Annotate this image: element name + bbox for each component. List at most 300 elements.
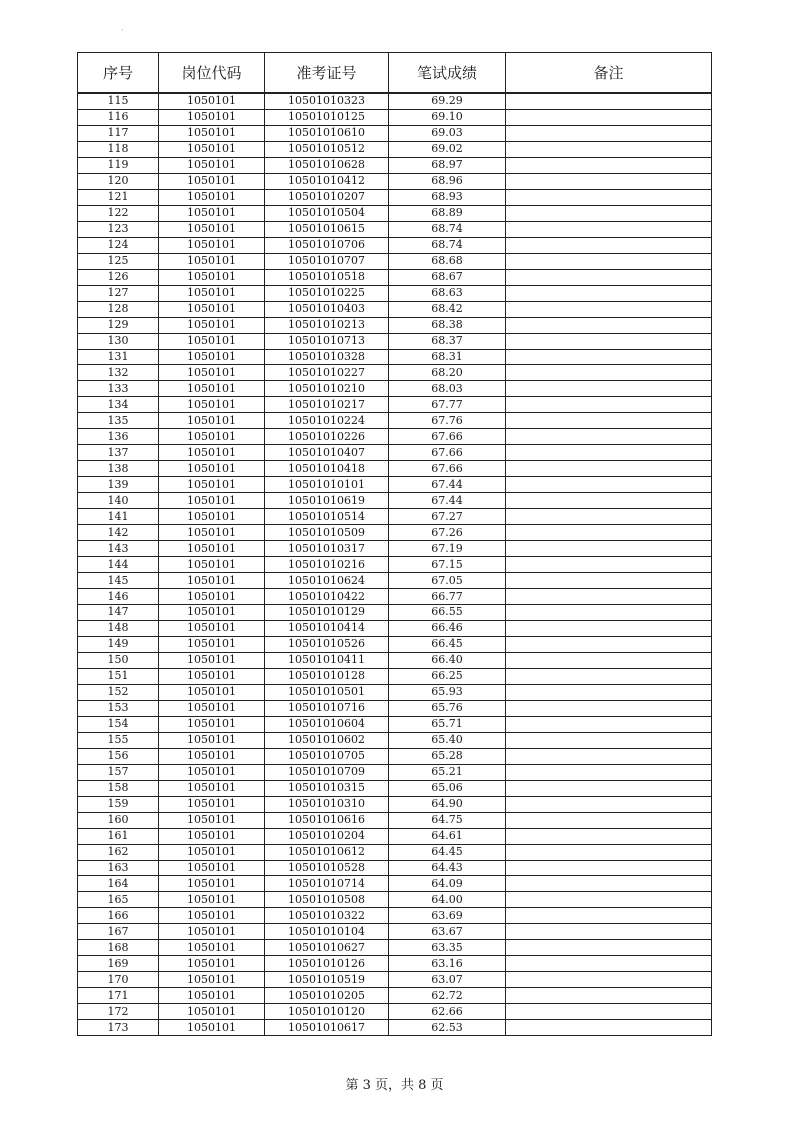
- table-row: [78, 940, 712, 956]
- cell-post-code: 1050101: [159, 253, 265, 269]
- cell-written-score: 67.66: [389, 445, 506, 461]
- cell-seq: 122: [78, 205, 159, 221]
- cell-written-score: 68.74: [389, 237, 506, 253]
- cell-remarks: [506, 796, 712, 812]
- cell-post-code: 1050101: [159, 684, 265, 700]
- cell-post-code: 1050101: [159, 828, 265, 844]
- cell-seq: 156: [78, 748, 159, 764]
- cell-post-code: 1050101: [159, 317, 265, 333]
- cell-post-code: 1050101: [159, 812, 265, 828]
- cell-ticket-number: 10501010418: [265, 461, 389, 477]
- table-row: [78, 748, 712, 764]
- cell-written-score: 64.00: [389, 892, 506, 908]
- cell-ticket-number: 10501010707: [265, 253, 389, 269]
- cell-post-code: 1050101: [159, 716, 265, 732]
- cell-ticket-number: 10501010224: [265, 413, 389, 429]
- cell-written-score: 67.15: [389, 557, 506, 573]
- cell-ticket-number: 10501010706: [265, 237, 389, 253]
- cell-post-code: 1050101: [159, 700, 265, 716]
- cell-post-code: 1050101: [159, 988, 265, 1004]
- table-row: [78, 876, 712, 892]
- cell-seq: 115: [78, 93, 159, 109]
- cell-ticket-number: 10501010317: [265, 541, 389, 557]
- table-row: [78, 301, 712, 317]
- table-row: [78, 796, 712, 812]
- cell-written-score: 64.61: [389, 828, 506, 844]
- cell-written-score: 67.27: [389, 509, 506, 525]
- cell-seq: 129: [78, 317, 159, 333]
- cell-post-code: 1050101: [159, 221, 265, 237]
- cell-written-score: 68.38: [389, 317, 506, 333]
- cell-post-code: 1050101: [159, 157, 265, 173]
- table-row: [78, 812, 712, 828]
- cell-seq: 130: [78, 333, 159, 349]
- cell-seq: 141: [78, 509, 159, 525]
- cell-written-score: 64.90: [389, 796, 506, 812]
- table-row: [78, 780, 712, 796]
- cell-seq: 154: [78, 716, 159, 732]
- cell-seq: 133: [78, 381, 159, 397]
- cell-written-score: 67.05: [389, 573, 506, 589]
- cell-seq: 142: [78, 525, 159, 541]
- cell-written-score: 68.67: [389, 269, 506, 285]
- cell-remarks: [506, 221, 712, 237]
- table-row: [78, 237, 712, 253]
- cell-ticket-number: 10501010616: [265, 812, 389, 828]
- cell-remarks: [506, 860, 712, 876]
- cell-ticket-number: 10501010508: [265, 892, 389, 908]
- table-row: [78, 413, 712, 429]
- cell-post-code: 1050101: [159, 972, 265, 988]
- cell-seq: 143: [78, 541, 159, 557]
- cell-written-score: 68.89: [389, 205, 506, 221]
- cell-remarks: [506, 365, 712, 381]
- cell-post-code: 1050101: [159, 908, 265, 924]
- cell-ticket-number: 10501010315: [265, 780, 389, 796]
- table-row: [78, 557, 712, 573]
- cell-remarks: [506, 509, 712, 525]
- cell-post-code: 1050101: [159, 333, 265, 349]
- cell-ticket-number: 10501010602: [265, 732, 389, 748]
- cell-remarks: [506, 573, 712, 589]
- cell-seq: 153: [78, 700, 159, 716]
- cell-written-score: 63.35: [389, 940, 506, 956]
- table-row: [78, 189, 712, 205]
- header-post-code: 岗位代码: [159, 53, 265, 94]
- table-row: [78, 892, 712, 908]
- cell-seq: 119: [78, 157, 159, 173]
- cell-remarks: [506, 205, 712, 221]
- table-row: [78, 509, 712, 525]
- cell-remarks: [506, 652, 712, 668]
- cell-seq: 144: [78, 557, 159, 573]
- cell-remarks: [506, 397, 712, 413]
- cell-seq: 159: [78, 796, 159, 812]
- cell-ticket-number: 10501010716: [265, 700, 389, 716]
- cell-remarks: [506, 972, 712, 988]
- cell-seq: 117: [78, 125, 159, 141]
- cell-post-code: 1050101: [159, 349, 265, 365]
- cell-ticket-number: 10501010210: [265, 381, 389, 397]
- table-row: [78, 365, 712, 381]
- cell-post-code: 1050101: [159, 445, 265, 461]
- table-row: [78, 541, 712, 557]
- cell-remarks: [506, 684, 712, 700]
- cell-remarks: [506, 125, 712, 141]
- cell-post-code: 1050101: [159, 429, 265, 445]
- cell-ticket-number: 10501010225: [265, 285, 389, 301]
- cell-seq: 138: [78, 461, 159, 477]
- cell-seq: 170: [78, 972, 159, 988]
- cell-remarks: [506, 429, 712, 445]
- table-row: [78, 461, 712, 477]
- cell-ticket-number: 10501010226: [265, 429, 389, 445]
- table-row: [78, 844, 712, 860]
- cell-remarks: [506, 285, 712, 301]
- cell-ticket-number: 10501010403: [265, 301, 389, 317]
- cell-ticket-number: 10501010120: [265, 1004, 389, 1020]
- table-body: [78, 93, 712, 1036]
- cell-ticket-number: 10501010518: [265, 269, 389, 285]
- cell-post-code: 1050101: [159, 589, 265, 605]
- table-row: [78, 349, 712, 365]
- cell-post-code: 1050101: [159, 956, 265, 972]
- cell-ticket-number: 10501010101: [265, 477, 389, 493]
- cell-written-score: 68.74: [389, 221, 506, 237]
- cell-remarks: [506, 189, 712, 205]
- table-row: [78, 381, 712, 397]
- cell-ticket-number: 10501010129: [265, 605, 389, 621]
- cell-written-score: 68.31: [389, 349, 506, 365]
- cell-written-score: 66.40: [389, 652, 506, 668]
- cell-ticket-number: 10501010411: [265, 652, 389, 668]
- cell-ticket-number: 10501010217: [265, 397, 389, 413]
- cell-written-score: 68.97: [389, 157, 506, 173]
- table-row: [78, 908, 712, 924]
- cell-ticket-number: 10501010705: [265, 748, 389, 764]
- cell-post-code: 1050101: [159, 173, 265, 189]
- table-row: [78, 285, 712, 301]
- cell-remarks: [506, 732, 712, 748]
- cell-ticket-number: 10501010709: [265, 764, 389, 780]
- table-row: [78, 700, 712, 716]
- table-row: [78, 125, 712, 141]
- table-row: [78, 333, 712, 349]
- cell-ticket-number: 10501010514: [265, 509, 389, 525]
- cell-seq: 150: [78, 652, 159, 668]
- cell-ticket-number: 10501010227: [265, 365, 389, 381]
- cell-ticket-number: 10501010627: [265, 940, 389, 956]
- cell-written-score: 65.06: [389, 780, 506, 796]
- cell-seq: 145: [78, 573, 159, 589]
- cell-remarks: [506, 525, 712, 541]
- cell-seq: 158: [78, 780, 159, 796]
- cell-written-score: 68.68: [389, 253, 506, 269]
- cell-remarks: [506, 924, 712, 940]
- table-row: [78, 445, 712, 461]
- cell-post-code: 1050101: [159, 285, 265, 301]
- cell-ticket-number: 10501010628: [265, 157, 389, 173]
- cell-written-score: 65.28: [389, 748, 506, 764]
- cell-post-code: 1050101: [159, 237, 265, 253]
- cell-written-score: 64.09: [389, 876, 506, 892]
- cell-post-code: 1050101: [159, 381, 265, 397]
- cell-ticket-number: 10501010624: [265, 573, 389, 589]
- header-seq: 序号: [78, 53, 159, 94]
- cell-ticket-number: 10501010504: [265, 205, 389, 221]
- cell-remarks: [506, 477, 712, 493]
- cell-ticket-number: 10501010512: [265, 141, 389, 157]
- cell-ticket-number: 10501010204: [265, 828, 389, 844]
- cell-post-code: 1050101: [159, 557, 265, 573]
- cell-ticket-number: 10501010422: [265, 589, 389, 605]
- cell-ticket-number: 10501010619: [265, 493, 389, 509]
- cell-post-code: 1050101: [159, 205, 265, 221]
- cell-remarks: [506, 844, 712, 860]
- cell-seq: 123: [78, 221, 159, 237]
- cell-seq: 166: [78, 908, 159, 924]
- cell-remarks: [506, 748, 712, 764]
- cell-ticket-number: 10501010509: [265, 525, 389, 541]
- cell-remarks: [506, 493, 712, 509]
- cell-ticket-number: 10501010610: [265, 125, 389, 141]
- cell-remarks: [506, 269, 712, 285]
- cell-seq: 167: [78, 924, 159, 940]
- cell-post-code: 1050101: [159, 876, 265, 892]
- cell-ticket-number: 10501010414: [265, 620, 389, 636]
- table-row: [78, 716, 712, 732]
- cell-remarks: [506, 317, 712, 333]
- table-row: [78, 477, 712, 493]
- cell-seq: 118: [78, 141, 159, 157]
- cell-written-score: 69.29: [389, 93, 506, 109]
- cell-ticket-number: 10501010519: [265, 972, 389, 988]
- cell-ticket-number: 10501010205: [265, 988, 389, 1004]
- cell-post-code: 1050101: [159, 605, 265, 621]
- cell-remarks: [506, 876, 712, 892]
- table-row: [78, 397, 712, 413]
- cell-post-code: 1050101: [159, 780, 265, 796]
- table-row: [78, 924, 712, 940]
- cell-seq: 135: [78, 413, 159, 429]
- cell-post-code: 1050101: [159, 189, 265, 205]
- table-row: [78, 109, 712, 125]
- cell-written-score: 65.76: [389, 700, 506, 716]
- cell-remarks: [506, 141, 712, 157]
- cell-written-score: 63.07: [389, 972, 506, 988]
- header-written-score: 笔试成绩: [389, 53, 506, 94]
- cell-ticket-number: 10501010526: [265, 636, 389, 652]
- cell-post-code: 1050101: [159, 365, 265, 381]
- cell-written-score: 66.46: [389, 620, 506, 636]
- cell-written-score: 68.42: [389, 301, 506, 317]
- page-footer: 第 3 页，共 8 页: [345, 1078, 444, 1093]
- cell-seq: 125: [78, 253, 159, 269]
- cell-written-score: 67.19: [389, 541, 506, 557]
- cell-seq: 172: [78, 1004, 159, 1020]
- cell-post-code: 1050101: [159, 796, 265, 812]
- cell-ticket-number: 10501010528: [265, 860, 389, 876]
- cell-remarks: [506, 892, 712, 908]
- table-row: [78, 732, 712, 748]
- cell-written-score: 63.67: [389, 924, 506, 940]
- cell-written-score: 65.93: [389, 684, 506, 700]
- cell-ticket-number: 10501010407: [265, 445, 389, 461]
- table-row: [78, 620, 712, 636]
- table-row: [78, 589, 712, 605]
- cell-remarks: [506, 541, 712, 557]
- cell-remarks: [506, 668, 712, 684]
- score-table: [77, 52, 712, 1036]
- table-row: [78, 828, 712, 844]
- table-row: [78, 636, 712, 652]
- cell-written-score: 65.21: [389, 764, 506, 780]
- cell-remarks: [506, 764, 712, 780]
- cell-seq: 169: [78, 956, 159, 972]
- cell-remarks: [506, 620, 712, 636]
- cell-written-score: 64.75: [389, 812, 506, 828]
- cell-seq: 120: [78, 173, 159, 189]
- cell-written-score: 63.16: [389, 956, 506, 972]
- cell-written-score: 68.93: [389, 189, 506, 205]
- cell-ticket-number: 10501010310: [265, 796, 389, 812]
- cell-remarks: [506, 1020, 712, 1036]
- table-row: [78, 429, 712, 445]
- table-row: [78, 317, 712, 333]
- table-row: [78, 972, 712, 988]
- cell-ticket-number: 10501010604: [265, 716, 389, 732]
- cell-seq: 140: [78, 493, 159, 509]
- cell-remarks: [506, 381, 712, 397]
- table-row: [78, 253, 712, 269]
- cell-ticket-number: 10501010714: [265, 876, 389, 892]
- cell-ticket-number: 10501010412: [265, 173, 389, 189]
- cell-ticket-number: 10501010104: [265, 924, 389, 940]
- cell-written-score: 68.63: [389, 285, 506, 301]
- cell-written-score: 66.45: [389, 636, 506, 652]
- cell-seq: 121: [78, 189, 159, 205]
- table-row: [78, 1020, 712, 1036]
- cell-written-score: 69.10: [389, 109, 506, 125]
- cell-seq: 128: [78, 301, 159, 317]
- cell-ticket-number: 10501010501: [265, 684, 389, 700]
- cell-seq: 149: [78, 636, 159, 652]
- table-row: [78, 93, 712, 109]
- cell-seq: 116: [78, 109, 159, 125]
- table-row: [78, 988, 712, 1004]
- cell-seq: 168: [78, 940, 159, 956]
- cell-post-code: 1050101: [159, 860, 265, 876]
- cell-post-code: 1050101: [159, 125, 265, 141]
- cell-ticket-number: 10501010125: [265, 109, 389, 125]
- cell-written-score: 68.96: [389, 173, 506, 189]
- header-row: [78, 53, 712, 94]
- table-row: [78, 684, 712, 700]
- cell-remarks: [506, 109, 712, 125]
- cell-seq: 164: [78, 876, 159, 892]
- cell-post-code: 1050101: [159, 525, 265, 541]
- cell-remarks: [506, 557, 712, 573]
- cell-remarks: [506, 445, 712, 461]
- cell-written-score: 62.66: [389, 1004, 506, 1020]
- cell-written-score: 64.45: [389, 844, 506, 860]
- cell-seq: 162: [78, 844, 159, 860]
- cell-remarks: [506, 812, 712, 828]
- scan-speck: ·: [121, 26, 124, 35]
- cell-ticket-number: 10501010322: [265, 908, 389, 924]
- cell-seq: 132: [78, 365, 159, 381]
- cell-written-score: 68.03: [389, 381, 506, 397]
- table-row: [78, 269, 712, 285]
- cell-remarks: [506, 333, 712, 349]
- table-row: [78, 173, 712, 189]
- cell-remarks: [506, 636, 712, 652]
- cell-seq: 171: [78, 988, 159, 1004]
- table-row: [78, 956, 712, 972]
- cell-ticket-number: 10501010323: [265, 93, 389, 109]
- cell-post-code: 1050101: [159, 748, 265, 764]
- cell-post-code: 1050101: [159, 924, 265, 940]
- cell-post-code: 1050101: [159, 892, 265, 908]
- cell-written-score: 63.69: [389, 908, 506, 924]
- cell-post-code: 1050101: [159, 541, 265, 557]
- table-row: [78, 605, 712, 621]
- cell-remarks: [506, 908, 712, 924]
- cell-ticket-number: 10501010128: [265, 668, 389, 684]
- cell-post-code: 1050101: [159, 413, 265, 429]
- cell-post-code: 1050101: [159, 668, 265, 684]
- cell-ticket-number: 10501010216: [265, 557, 389, 573]
- cell-post-code: 1050101: [159, 844, 265, 860]
- cell-remarks: [506, 301, 712, 317]
- cell-seq: 157: [78, 764, 159, 780]
- table-row: [78, 157, 712, 173]
- cell-written-score: 67.44: [389, 477, 506, 493]
- table-row: [78, 525, 712, 541]
- table-row: [78, 652, 712, 668]
- cell-written-score: 64.43: [389, 860, 506, 876]
- cell-ticket-number: 10501010207: [265, 189, 389, 205]
- cell-post-code: 1050101: [159, 636, 265, 652]
- table-row: [78, 493, 712, 509]
- cell-seq: 173: [78, 1020, 159, 1036]
- cell-remarks: [506, 1004, 712, 1020]
- cell-remarks: [506, 716, 712, 732]
- table-row: [78, 1004, 712, 1020]
- cell-ticket-number: 10501010615: [265, 221, 389, 237]
- cell-written-score: 66.55: [389, 605, 506, 621]
- cell-post-code: 1050101: [159, 1020, 265, 1036]
- cell-remarks: [506, 173, 712, 189]
- cell-seq: 161: [78, 828, 159, 844]
- cell-ticket-number: 10501010213: [265, 317, 389, 333]
- cell-written-score: 67.66: [389, 429, 506, 445]
- cell-ticket-number: 10501010713: [265, 333, 389, 349]
- cell-seq: 146: [78, 589, 159, 605]
- cell-written-score: 66.77: [389, 589, 506, 605]
- cell-written-score: 65.40: [389, 732, 506, 748]
- cell-seq: 134: [78, 397, 159, 413]
- cell-post-code: 1050101: [159, 269, 265, 285]
- cell-post-code: 1050101: [159, 141, 265, 157]
- table-row: [78, 221, 712, 237]
- table-row: [78, 141, 712, 157]
- cell-seq: 136: [78, 429, 159, 445]
- cell-post-code: 1050101: [159, 493, 265, 509]
- table-row: [78, 573, 712, 589]
- cell-written-score: 67.26: [389, 525, 506, 541]
- cell-post-code: 1050101: [159, 764, 265, 780]
